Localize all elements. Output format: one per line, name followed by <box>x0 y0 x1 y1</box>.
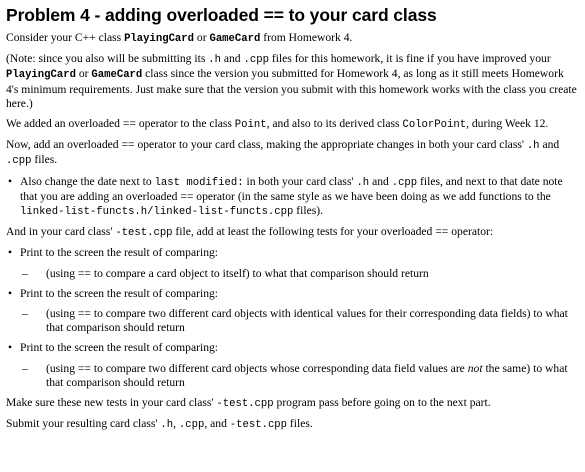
test-sub-list <box>20 362 579 390</box>
note-text: or <box>75 67 92 81</box>
test-sub-text: (using == to compare two different card objects with identical values for their corresponding data fields) to what that comparison should return <box>46 307 568 335</box>
date-note-list <box>6 175 579 220</box>
submit-text: files. <box>287 417 313 431</box>
submit-paragraph <box>6 417 579 432</box>
file-ext-h: .h <box>160 419 174 432</box>
make-sure-paragraph <box>6 396 579 411</box>
problem-title: Problem 4 - adding overloaded == to your card class <box>6 5 437 25</box>
intro-text: or <box>194 31 210 44</box>
test-bullet-text: Print to the screen the result of comparing: <box>20 286 219 300</box>
linked-list-files: linked-list-functs.h/linked-list-functs.cpp <box>20 206 294 219</box>
intro-text: Consider your C++ class <box>6 31 125 44</box>
date-note-text: and <box>369 174 392 188</box>
tests-intro-text: file, add at least the following tests for your overloaded == operator: <box>172 225 494 239</box>
week12-text: , during Week 12. <box>466 117 549 131</box>
test-file-name: -test.cpp <box>229 419 288 432</box>
test-sub-text: the same) to what that comparison should return <box>46 361 568 389</box>
list-item <box>6 341 579 390</box>
test-file-name: -test.cpp <box>115 227 173 240</box>
note-text: (Note: since you also will be submitting its <box>6 52 209 66</box>
tests-intro-paragraph <box>6 225 579 240</box>
make-sure-text: Make sure these new tests in your card class' <box>6 396 217 410</box>
tests-intro-text: And in your card class' <box>6 225 116 239</box>
last-modified-label: last modified: <box>154 176 244 189</box>
instructions-text: and <box>539 138 560 152</box>
list-item <box>6 175 579 220</box>
test-bullet-text: Print to the screen the result of comparing: <box>20 246 219 260</box>
file-ext-h: .h <box>208 54 221 67</box>
file-ext-h: .h <box>356 176 370 189</box>
week12-paragraph <box>6 117 579 132</box>
date-note-text: files, and next to that date note that you are adding an overloaded == operator (in the same style as we have been doing as we add functions to the <box>20 174 563 203</box>
list-item <box>20 362 579 390</box>
emphasis-not: not <box>467 361 483 375</box>
file-ext-h: .h <box>526 140 540 153</box>
submit-text: , <box>173 417 179 431</box>
file-ext-cpp: .cpp <box>391 176 418 189</box>
make-sure-text: program pass before going on to the next part. <box>273 396 491 410</box>
instructions-text: files. <box>31 153 58 167</box>
submit-text: , and <box>204 417 230 431</box>
file-ext-cpp: .cpp <box>243 54 269 67</box>
list-item <box>20 307 579 335</box>
note-text: and <box>220 52 244 66</box>
submit-text: Submit your resulting card class' <box>6 417 161 431</box>
file-ext-cpp: .cpp <box>178 419 205 432</box>
week12-text: , and also to its derived class <box>266 117 403 131</box>
class-name-playingcard: PlayingCard <box>124 33 194 45</box>
intro-text: from Homework 4. <box>260 31 353 44</box>
class-name-gamecard: GameCard <box>91 69 143 82</box>
class-name-colorpoint: ColorPoint <box>402 119 467 132</box>
test-sub-text: (using == to compare two different card objects whose corresponding data field values are <box>46 361 468 375</box>
class-name-playingcard: PlayingCard <box>6 69 76 82</box>
week12-text: We added an overloaded == operator to the class <box>6 117 235 131</box>
instructions-text: Now, add an overloaded == operator to your card class, making the appropriate changes in both your card class' <box>6 138 527 152</box>
date-note-text: files). <box>293 204 323 218</box>
list-item <box>6 246 579 280</box>
date-note-text: Also change the date next to <box>20 174 155 188</box>
class-name-gamecard: GameCard <box>209 33 261 45</box>
test-sub-list <box>20 267 579 281</box>
list-item <box>20 267 579 281</box>
note-paragraph <box>6 52 579 111</box>
test-file-name: -test.cpp <box>216 398 274 411</box>
test-sub-text: (using == to compare a card object to itself) to what that comparison should return <box>46 266 429 280</box>
test-bullet-text: Print to the screen the result of comparing: <box>20 341 219 355</box>
intro-paragraph <box>6 31 579 46</box>
date-note-text: in both your card class' <box>243 174 357 188</box>
instructions-paragraph <box>6 138 579 168</box>
test-sub-list <box>20 307 579 335</box>
tests-list <box>6 246 579 390</box>
note-text: class since the version you submitted for Homework 4, as long as it still meets Homework 4's minimum requirements. Just make sure that the version you submit with this homework works with the class you create here.) <box>6 67 577 110</box>
file-ext-cpp: .cpp <box>6 155 32 168</box>
note-text: files for this homework, it is fine if you have improved your <box>268 52 551 66</box>
class-name-point: Point <box>234 119 267 132</box>
list-item <box>6 287 579 336</box>
